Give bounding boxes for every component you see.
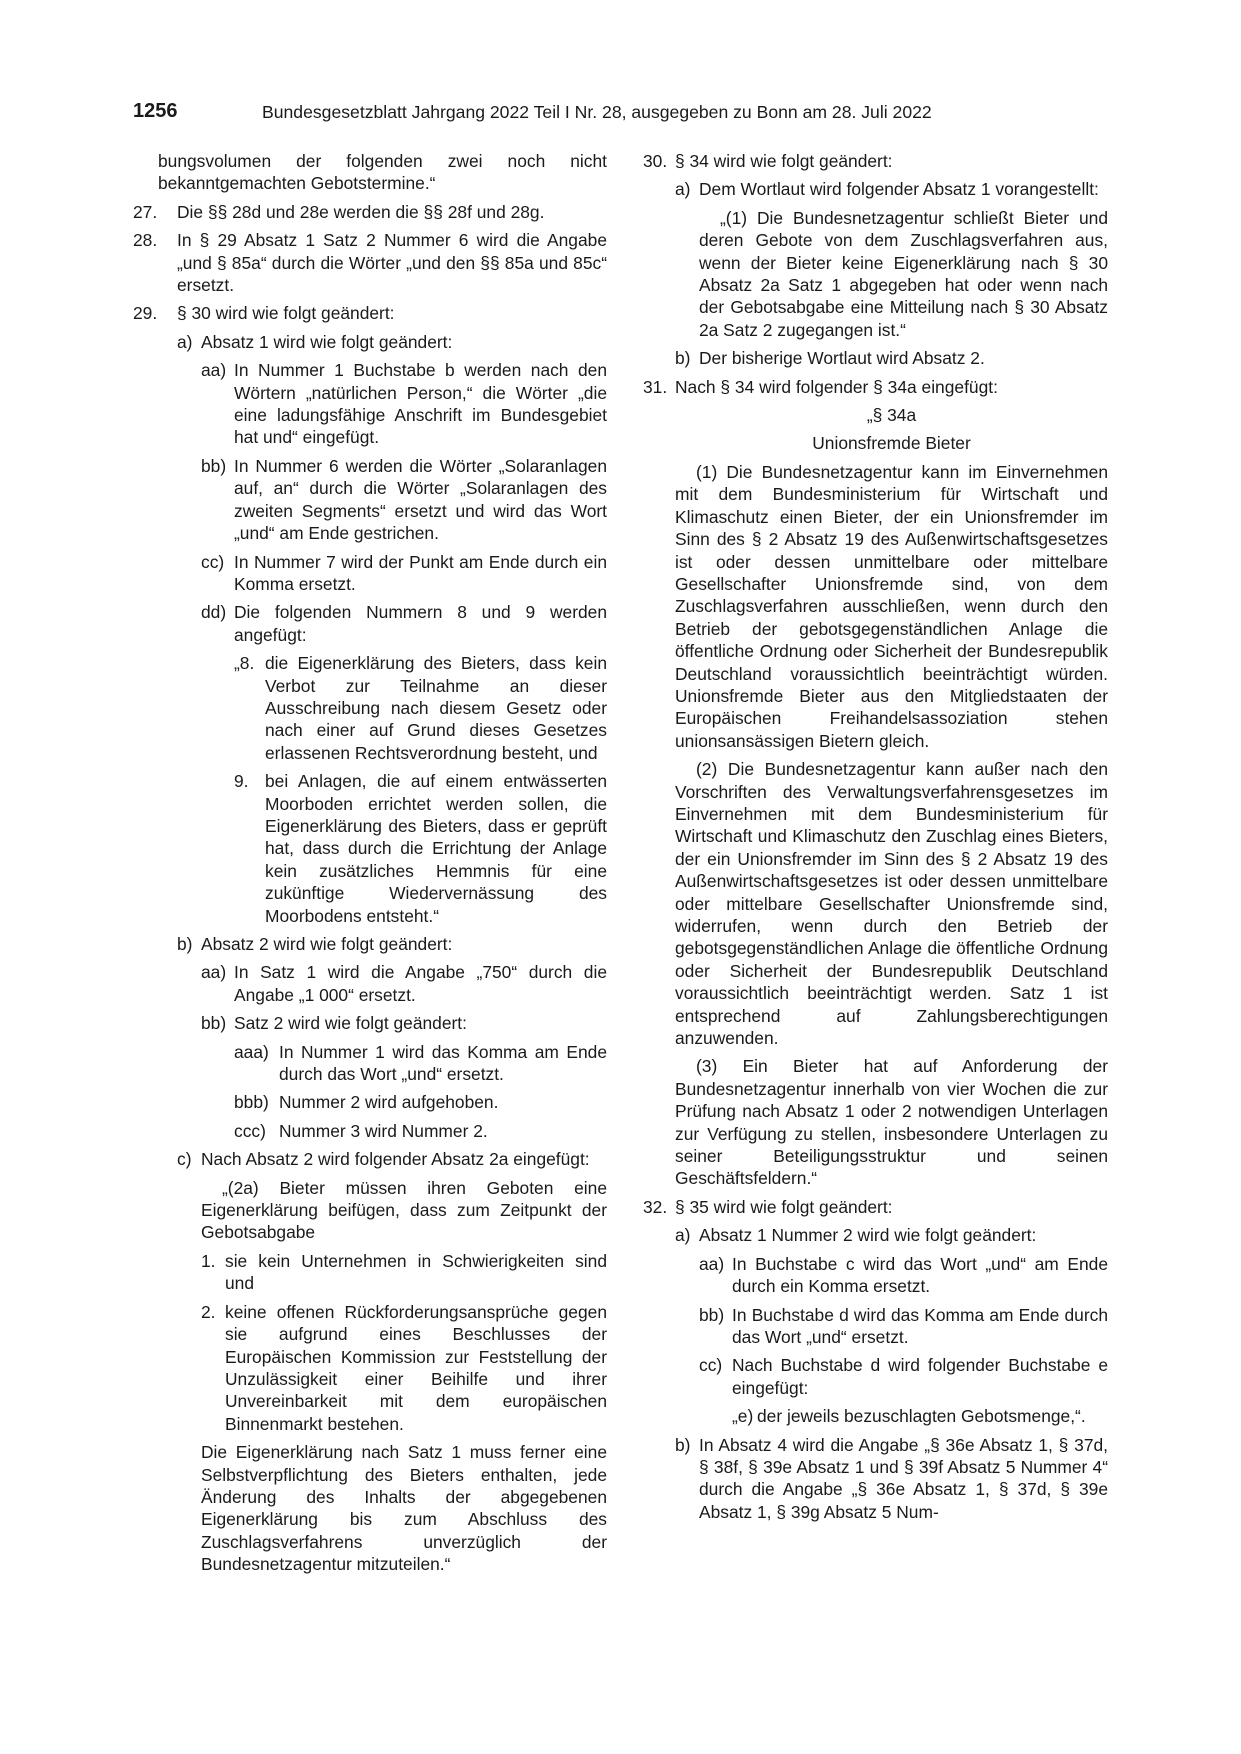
item-number: „8. [234, 653, 255, 674]
item-number: 30. [643, 151, 668, 171]
item-30 [643, 150, 1108, 172]
item-text: Nummer 2 wird aufgehoben. [279, 1092, 499, 1113]
item-29-a-dd-9 [234, 770, 607, 927]
item-letter: cc) [201, 551, 225, 572]
item-32-a-cc [699, 1354, 1108, 1399]
item-text: In Nummer 1 Buchstabe b werden nach den Wörtern „natürlichen Person,“ die Wörter „die eine ladungsfähige Anschrift im Bundesgebiet hat und“ eingefügt. [234, 360, 607, 448]
item-letter: aa) [201, 962, 227, 983]
item-29-a-dd-8 [234, 652, 607, 764]
item-29 [133, 302, 607, 324]
item-text: Absatz 1 Nummer 2 wird wie folgt geändert: [699, 1225, 1037, 1246]
item-text: In Satz 1 wird die Angabe „750“ durch die Angabe „1 000“ ersetzt. [234, 962, 607, 1005]
item-29-b-bb [201, 1012, 607, 1034]
item-letter: bb) [699, 1304, 725, 1325]
item-letter: aa) [201, 360, 227, 381]
item-number: 32. [643, 1196, 668, 1217]
header-title: Bundesgesetzblatt Jahrgang 2022 Teil I Nr. 28, ausgegeben zu Bonn am 28. Juli 2022 [262, 102, 932, 122]
item-text: Absatz 2 wird wie folgt geändert: [201, 934, 453, 954]
item-29-b-bb-aaa [234, 1041, 607, 1086]
item-text: In Buchstabe d wird das Komma am Ende durch das Wort „und“ ersetzt. [732, 1304, 1108, 1347]
left-column [133, 150, 607, 1582]
item-text: Die §§ 28d und 28e werden die §§ 28f und 28g. [177, 201, 545, 222]
item-text: In Nummer 1 wird das Komma am Ende durch das Wort „und“ ersetzt. [279, 1041, 607, 1085]
item-text: der jeweils bezuschlagten Gebotsmenge,“. [757, 1406, 1086, 1427]
item-text: Absatz 1 wird wie folgt geändert: [201, 331, 453, 352]
item-29-a-aa [201, 359, 607, 449]
item-text: Der bisherige Wortlaut wird Absatz 2. [699, 348, 985, 369]
item-29-b-bb-bbb [234, 1091, 607, 1113]
right-column [643, 150, 1108, 1529]
item-letter: b) [675, 1434, 691, 1455]
item-letter: dd) [201, 602, 227, 623]
item-text: § 34 wird wie folgt geändert: [675, 151, 893, 171]
item-text: keine offenen Rückforderungsansprüche gegen sie aufgrund eines Beschlusses der Europäischen Kommission zur Feststellung der Unzulässigkeit einer Beihilfe und ihrer Unvereinbarkeit mit dem europäischen Binnenmarkt bestehen. [225, 1301, 607, 1434]
item-number: 28. [133, 230, 158, 251]
item-number: 31. [643, 376, 668, 397]
item-number: 2. [201, 1301, 216, 1322]
item-29-a-cc [201, 551, 607, 596]
item-number: 9. [234, 771, 249, 792]
item-29-a [177, 331, 607, 353]
item-29-a-bb [201, 455, 607, 545]
item-letter: a) [675, 179, 691, 200]
page-number: 1256 [133, 100, 178, 122]
item-text: In Buchstabe c wird das Wort „und“ am Ende durch ein Komma ersetzt. [732, 1253, 1108, 1297]
item-text: Nummer 3 wird Nummer 2. [279, 1120, 488, 1141]
item-32-a-bb [699, 1304, 1108, 1349]
item-text: Satz 2 wird wie folgt geändert: [234, 1013, 467, 1034]
item-text: In Absatz 4 wird die Angabe „§ 36e Absatz 1, § 37d, § 38f, § 39e Absatz 1 und § 39f Absatz 5 Nummer 4“ durch die Angabe „§ 36e Absatz 1, § 37d, § 39e Absatz 1, § 39g Absatz 5 Num- [699, 1434, 1108, 1522]
item-32-b [675, 1434, 1108, 1524]
item-letter: b) [675, 348, 691, 369]
item-letter: bb) [201, 455, 227, 476]
quoted-paragraph-1: „(1) Die Bundesnetzagentur schließt Bieter und deren Gebote von dem Zuschlagsverfahren aus, wenn der Bieter keine Eigenerklärung nach § 30 Absatz 2a Satz 1 abgegeben hat oder wenn nach der Gebotsabgabe eine Mitteilung nach § 30 Absatz 2a Satz 2 zugegangen ist.“ [699, 207, 1108, 340]
item-text: Nach Absatz 2 wird folgender Absatz 2a eingefügt: [201, 1149, 590, 1170]
section-paragraph-1: (1) Die Bundesnetzagentur kann im Einvernehmen mit dem Bundesministerium für Wirtschaft und Klimaschutz einen Bieter, der ein Unionsfremder im Sinn des § 2 Absatz 19 des Außenwirtschaftsgesetzes ist oder dessen unmittelbare oder mittelbare Gesellschafter Unionsfremde sind, von dem Zuschlagsverfahren ausschließen, wenn durch den Betrieb der gebotsgegenständlichen Anlage die öffentliche Ordnung oder Sicherheit der Bundesrepublik Deutschland voraussichtlich beeinträchtigt würden. Unionsfremde Bieter aus den Mitgliedstaaten der Europäischen Freihandelsassoziation stehen unionsansässigen Bietern gleich. [675, 461, 1108, 751]
item-29-c-1 [201, 1250, 607, 1295]
item-32 [643, 1196, 1108, 1218]
item-29-b-bb-ccc [234, 1120, 607, 1142]
item-text: In § 29 Absatz 1 Satz 2 Nummer 6 wird die Angabe „und § 85a“ durch die Wörter „und den §§ 85a und 85c“ ersetzt. [177, 230, 607, 296]
item-29-a-dd [201, 601, 607, 646]
item-31 [643, 376, 1108, 398]
item-30-b [675, 347, 1108, 369]
item-letter: aaa) [234, 1041, 269, 1062]
item-number: 29. [133, 303, 158, 324]
item-text: Dem Wortlaut wird folgender Absatz 1 vorangestellt: [699, 179, 1099, 200]
item-letter: bb) [201, 1013, 227, 1034]
item-29-c [177, 1148, 607, 1170]
item-letter: a) [675, 1225, 691, 1246]
item-letter: b) [177, 934, 193, 954]
section-title: Unionsfremde Bieter [812, 433, 971, 454]
item-text: sie kein Unternehmen in Schwierigkeiten sind und [225, 1250, 607, 1294]
item-32-a-aa [699, 1253, 1108, 1298]
section-heading: „§ 34a [866, 405, 917, 426]
item-29-c-2 [201, 1301, 607, 1435]
item-letter: „e) [732, 1406, 754, 1427]
item-number: 27. [133, 201, 158, 222]
section-paragraph-2: (2) Die Bundesnetzagentur kann außer nach den Vorschriften des Verwaltungsverfahrensgesetzes im Einvernehmen mit dem Bundesministerium für Wirtschaft und Klimaschutz den Zuschlag eines Bieters, der ein Unionsfremder im Sinn des § 2 Absatz 19 des Außenwirtschaftsgesetzes ist oder dessen unmittelbare oder mittelbare Gesellschafter Unionsfremde sind, widerrufen, wenn durch den Betrieb der gebotsgegenständlichen Anlage die öffentliche Ordnung oder Sicherheit der Bundesrepublik Deutschland voraussichtlich beeinträchtigt werden. Satz 1 ist entsprechend auf Zahlungsberechtigungen anzuwenden. [675, 759, 1108, 1049]
item-29-b [177, 933, 607, 955]
item-text: In Nummer 7 wird der Punkt am Ende durch ein Komma ersetzt. [234, 551, 607, 594]
item-letter: a) [177, 331, 193, 352]
item-letter: aa) [699, 1253, 725, 1274]
section-paragraph-3: (3) Ein Bieter hat auf Anforderung der Bundesnetzagentur innerhalb von vier Wochen die zur Prüfung nach Absatz 1 oder 2 notwendigen Unterlagen zur Verfügung zu stellen, insbesondere Unterlagen zu seiner Beteiligungsstruktur und seinen Geschäftsfeldern.“ [675, 1056, 1108, 1189]
item-text: Nach § 34 wird folgender § 34a eingefügt: [675, 376, 998, 397]
quoted-paragraph-2a: „(2a) Bieter müssen ihren Geboten eine Eigenerklärung beifügen, dass zum Zeitpunkt der Gebotsabgabe [201, 1177, 607, 1243]
item-letter: bbb) [234, 1092, 269, 1113]
item-text: Nach Buchstabe d wird folgender Buchstabe e eingefügt: [732, 1355, 1108, 1398]
continued-text: bungsvolumen der folgenden zwei noch nicht bekanntgemachten Gebotstermine.“ [158, 151, 607, 194]
item-32-a-cc-e [732, 1405, 1108, 1427]
item-27 [133, 201, 607, 223]
item-text: § 30 wird wie folgt geändert: [177, 303, 395, 324]
item-text: In Nummer 6 werden die Wörter „Solaranlagen auf, an“ durch die Wörter „Solaranlagen des zweiten Segments“ ersetzt und wird das Wort „und“ am Ende gestrichen. [234, 455, 607, 544]
item-30-a [675, 178, 1108, 200]
item-letter: cc) [699, 1355, 723, 1376]
item-text: die Eigenerklärung des Bieters, dass kein Verbot zur Teilnahme an dieser Ausschreibung nach diesem Gesetz oder nach einer auf Grund dieses Gesetzes erlassenen Rechtsverordnung besteht, und [265, 653, 607, 763]
item-number: 1. [201, 1250, 216, 1271]
item-letter: ccc) [234, 1120, 266, 1141]
item-29-b-aa [201, 961, 607, 1006]
item-text: Die folgenden Nummern 8 und 9 werden angefügt: [234, 602, 607, 645]
item-text: § 35 wird wie folgt geändert: [675, 1196, 893, 1217]
item-letter: c) [177, 1149, 192, 1170]
item-text: bei Anlagen, die auf einem entwässerten Moorboden errichtet werden sollen, die Eigenerklärung des Bieters, dass er geprüft hat, dass durch die Errichtung der Anlage kein zusätzliches Hemmnis für eine zukünftige Wiedervernässung des Moorbodens entsteht.“ [265, 771, 607, 926]
closing-paragraph: Die Eigenerklärung nach Satz 1 muss ferner eine Selbstverpflichtung des Bieters enthalten, jede Änderung des Inhalts der abgegebenen Eigenerklärung bis zum Abschluss des Zuschlagsverfahrens unverzüglich der Bundesnetzagentur mitzuteilen.“ [201, 1442, 607, 1575]
item-32-a [675, 1224, 1108, 1246]
item-28 [133, 229, 607, 296]
page-header [133, 100, 1113, 126]
